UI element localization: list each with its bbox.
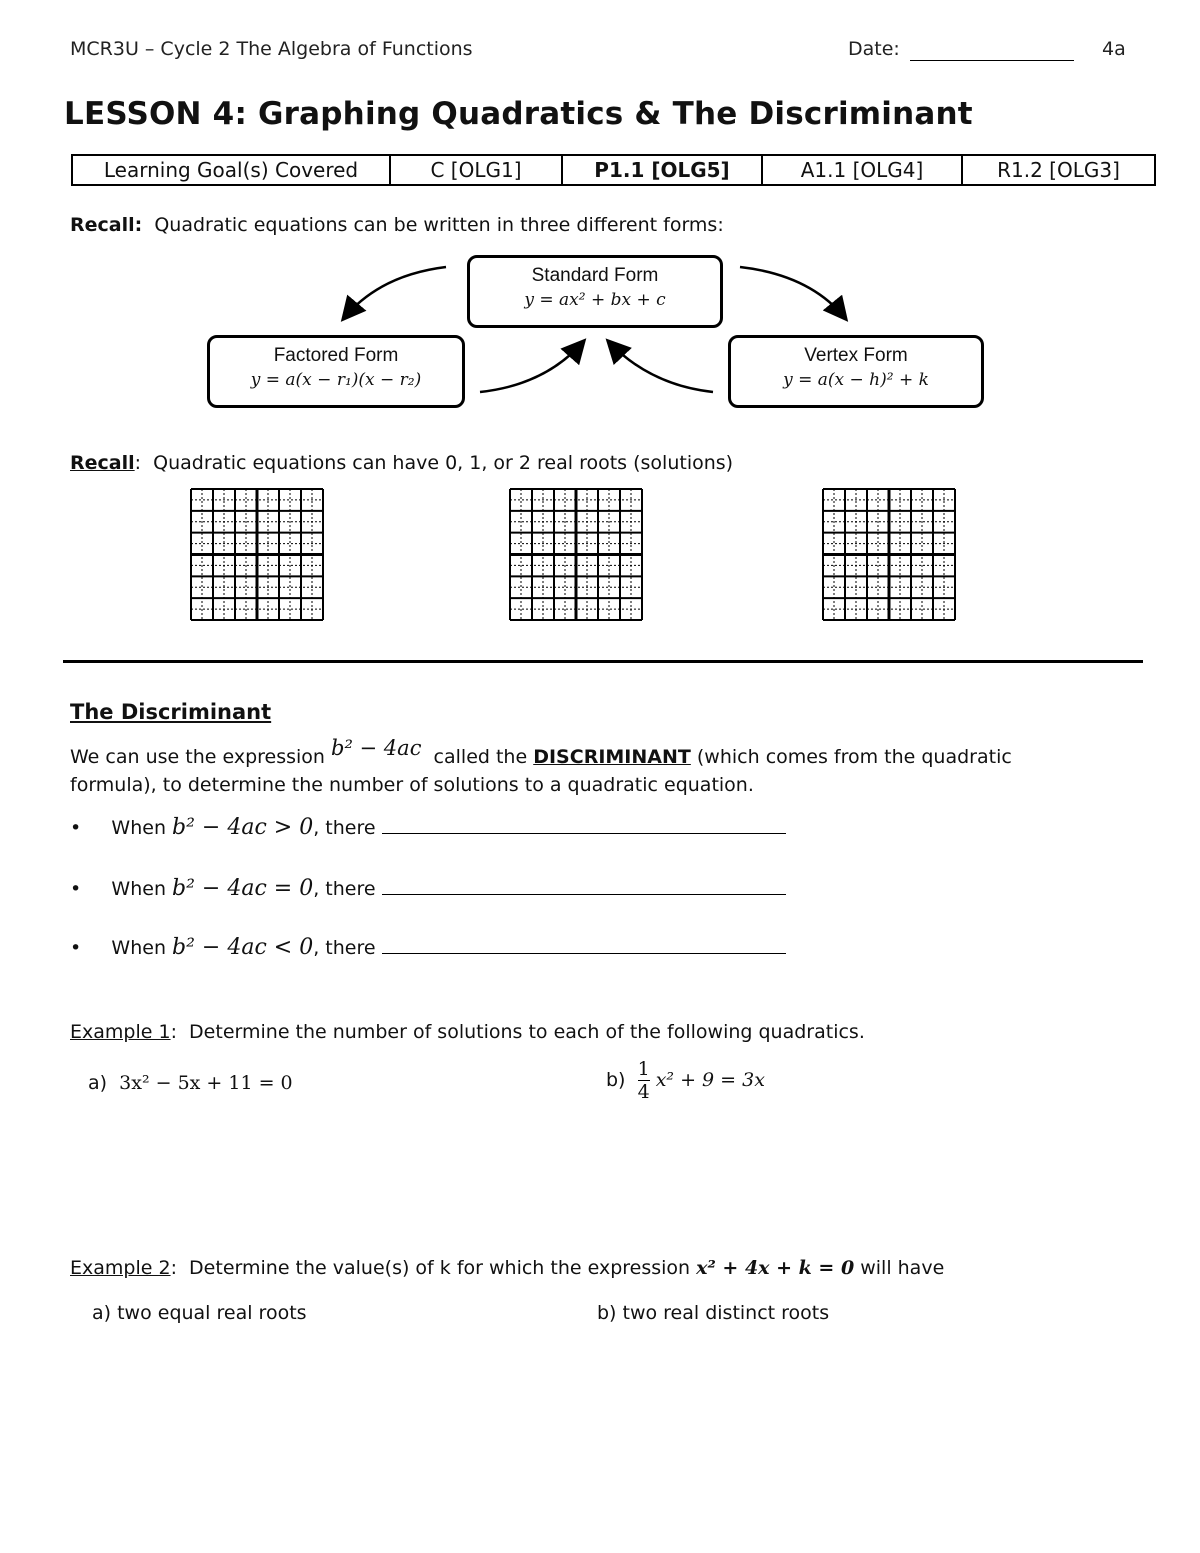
example-1-text: Determine the number of solutions to each of the following quadratics. xyxy=(189,1021,865,1043)
there-label: , there xyxy=(313,817,376,839)
intro-text-b: called the xyxy=(433,746,528,768)
arrow-standard-to-vertex xyxy=(740,267,845,318)
case-condition: b² − 4ac > 0 xyxy=(172,815,314,840)
part-b-label: b) xyxy=(606,1069,626,1091)
bullet-icon: • xyxy=(70,937,82,959)
factored-form-eq: y = a(x − r₁)(x − r₂) xyxy=(250,370,422,390)
grid-one-root xyxy=(509,488,643,621)
case-equal-zero xyxy=(70,876,786,901)
goal-p1-1: P1.1 [OLG5] xyxy=(562,155,762,185)
case-condition: b² − 4ac < 0 xyxy=(172,935,314,960)
fraction-one-quarter xyxy=(638,1058,650,1103)
case-less-than-zero xyxy=(70,935,786,960)
goal-a1-1: A1.1 [OLG4] xyxy=(762,155,962,185)
when-label: When xyxy=(111,878,166,900)
forms-arrows xyxy=(0,0,1200,420)
example-2-equation: x² + 4x + k = 0 xyxy=(696,1257,855,1279)
discriminant-expression: b² − 4ac xyxy=(331,736,422,760)
grid-zero-roots xyxy=(190,488,324,621)
example-2-text: Determine the value(s) of k for which the expression xyxy=(189,1257,691,1279)
recall-label: Recall: xyxy=(70,214,143,236)
standard-form-box xyxy=(467,255,723,328)
discriminant-heading: The Discriminant xyxy=(70,700,272,724)
grid-two-roots xyxy=(822,488,956,621)
answer-blank[interactable] xyxy=(382,894,786,895)
example-1a xyxy=(88,1072,293,1094)
there-label: , there xyxy=(313,878,376,900)
case-condition: b² − 4ac = 0 xyxy=(172,876,314,901)
recall-roots-label: Recall xyxy=(70,452,135,474)
course-header: MCR3U – Cycle 2 The Algebra of Functions xyxy=(70,38,473,60)
standard-form-eq: y = ax² + bx + c xyxy=(524,290,666,310)
example-2-tail: will have xyxy=(860,1257,945,1279)
page-id: 4a xyxy=(1102,38,1126,60)
intro-text-d: formula), to determine the number of solutions to a quadratic equation. xyxy=(70,774,754,796)
arrow-standard-to-factored xyxy=(344,267,446,318)
lesson-title: LESSON 4: Graphing Quadratics & The Discriminant xyxy=(64,96,973,132)
discriminant-keyword: DISCRIMINANT xyxy=(533,746,691,768)
example-1-prompt: Example 1: Determine the number of solutions to each of the following quadratics. xyxy=(70,1021,865,1043)
answer-blank[interactable] xyxy=(382,953,786,954)
there-label: , there xyxy=(313,937,376,959)
recall-roots-text: Quadratic equations can have 0, 1, or 2 real roots (solutions) xyxy=(153,452,734,474)
fraction-numerator: 1 xyxy=(637,1058,650,1080)
part-a-label: a) xyxy=(88,1072,108,1094)
answer-blank[interactable] xyxy=(382,833,786,834)
intro-text-a: We can use the expression xyxy=(70,746,325,768)
fraction-denominator: 4 xyxy=(637,1081,650,1103)
factored-form-name: Factored Form xyxy=(273,345,399,366)
bullet-icon: • xyxy=(70,878,82,900)
arrow-factored-to-standard xyxy=(480,342,583,392)
when-label: When xyxy=(111,937,166,959)
factored-form-box xyxy=(207,335,465,408)
standard-form-name: Standard Form xyxy=(531,265,659,286)
example-2a: a) two equal real roots xyxy=(92,1302,307,1324)
discriminant-intro xyxy=(70,736,1150,799)
example-1b-equation: x² + 9 = 3x xyxy=(655,1069,765,1091)
vertex-form-name: Vertex Form xyxy=(804,345,908,366)
goal-c: C [OLG1] xyxy=(390,155,562,185)
recall-forms-text: Quadratic equations can be written in three different forms: xyxy=(154,214,724,236)
when-label: When xyxy=(111,817,166,839)
intro-text-c: (which comes from the quadratic xyxy=(696,746,1012,768)
example-1b xyxy=(606,1058,765,1103)
goal-r1-2: R1.2 [OLG3] xyxy=(962,155,1155,185)
arrow-vertex-to-standard xyxy=(609,342,713,392)
goals-label: Learning Goal(s) Covered xyxy=(72,155,390,185)
example-2b: b) two real distinct roots xyxy=(597,1302,830,1324)
date-label: Date: xyxy=(848,38,900,60)
case-greater-than-zero xyxy=(70,815,786,840)
example-1-label: Example 1 xyxy=(70,1021,171,1043)
example-1a-equation: 3x² − 5x + 11 = 0 xyxy=(119,1072,293,1094)
example-2-prompt: Example 2: Determine the value(s) of k for which the expression x² + 4x + k = 0 will have xyxy=(70,1257,945,1279)
bullet-icon: • xyxy=(70,817,82,839)
section-divider xyxy=(63,660,1143,663)
recall-roots: Recall: Quadratic equations can have 0, 1, or 2 real roots (solutions) xyxy=(70,452,734,474)
vertex-form-eq: y = a(x − h)² + k xyxy=(783,370,929,390)
example-2-label: Example 2 xyxy=(70,1257,171,1279)
vertex-form-box xyxy=(728,335,984,408)
